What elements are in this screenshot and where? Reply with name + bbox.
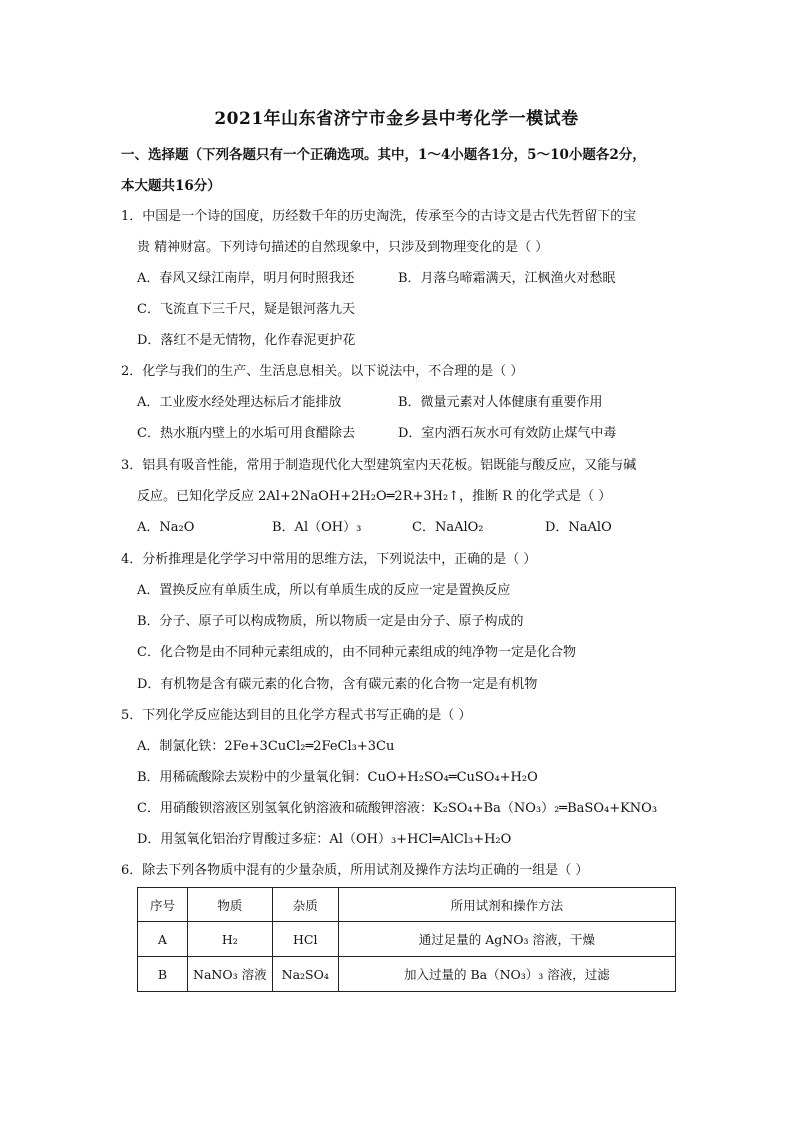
table-header-row xyxy=(138,888,676,922)
table-row xyxy=(138,957,676,992)
table-cell: H₂ xyxy=(187,922,272,957)
question-2-option-b: B．微量元素对人体健康有重要作用 xyxy=(398,395,603,410)
table-row xyxy=(138,922,676,957)
page-title: 2021年山东省济宁市金乡县中考化学一模试卷 xyxy=(214,109,579,129)
table-cell: B xyxy=(138,957,188,992)
table-cell: 通过足量的 AgNO₃ 溶液，干燥 xyxy=(338,922,675,957)
table-cell: 加入过量的 Ba（NO₃）₃ 溶液，过滤 xyxy=(338,957,675,992)
question-1-stem-cont: 贵 精神财富。下列诗句描述的自然现象中，只涉及到物理变化的是（ ） xyxy=(137,240,549,255)
table-header-cell: 杂质 xyxy=(272,888,338,922)
question-4-option-c: C．化合物是由不同种元素组成的，由不同种元素组成的纯净物一定是化合物 xyxy=(137,645,576,660)
table-cell: HCl xyxy=(272,922,338,957)
question-5-option-c: C．用硝酸钡溶液区别氢氧化钠溶液和硫酸钾溶液：K₂SO₄+Ba（NO₃）₂═BaSO₄+KNO₃ xyxy=(137,801,658,816)
question-4-stem: 4．分析推理是化学学习中常用的思维方法，下列说法中，正确的是（ ） xyxy=(121,552,537,567)
question-1-stem: 1．中国是一个诗的国度，历经数千年的历史淘洗，传承至今的古诗文是古代先哲留下的宝 xyxy=(121,209,637,224)
question-5-option-d: D．用氢氧化铝治疗胃酸过多症：Al（OH）₃+HCl═AlCl₃+H₂O xyxy=(137,832,512,847)
question-4-option-d: D．有机物是含有碳元素的化合物，含有碳元素的化合物一定是有机物 xyxy=(137,677,538,692)
table-header-cell: 序号 xyxy=(138,888,188,922)
question-1-option-d: D．落红不是无情物，化作春泥更护花 xyxy=(137,333,356,348)
question-2-option-c: C．热水瓶内壁上的水垢可用食醋除去 xyxy=(137,426,355,441)
question-5-stem: 5．下列化学反应能达到目的且化学方程式书写正确的是（ ） xyxy=(121,708,472,723)
question-2-option-d: D．室内洒石灰水可有效防止煤气中毒 xyxy=(398,426,617,441)
section-heading: 一、选择题（下列各题只有一个正确选项。其中，1～4小题各1分，5～10小题各2分， xyxy=(121,147,646,163)
table-header-cell: 所用试剂和操作方法 xyxy=(338,888,675,922)
question-2-option-a: A．工业废水经处理达标后才能排放 xyxy=(137,395,342,410)
table-cell: A xyxy=(138,922,188,957)
question-3-stem-cont: 反应。已知化学反应 2Al+2NaOH+2H₂O═2R+3H₂↑，推断 R 的化学式是（ ） xyxy=(137,489,612,504)
question-4-option-b: B．分子、原子可以构成物质，所以物质一定是由分子、原子构成的 xyxy=(137,614,524,629)
table-header-cell: 物质 xyxy=(187,888,272,922)
question-3-option-c: C．NaAlO₂ xyxy=(412,520,484,535)
question-4-option-a: A．置换反应有单质生成，所以有单质生成的反应一定是置换反应 xyxy=(137,583,511,598)
section-heading-cont: 本大题共16分） xyxy=(121,178,221,194)
question-5-option-b: B．用稀硫酸除去炭粉中的少量氧化铜：CuO+H₂SO₄═CuSO₄+H₂O xyxy=(137,770,538,785)
table-cell: Na₂SO₄ xyxy=(272,957,338,992)
question-1-option-a: A．春风又绿江南岸，明月何时照我还 xyxy=(137,271,355,286)
question-6-stem: 6．除去下列各物质中混有的少量杂质，所用试剂及操作方法均正确的一组是（ ） xyxy=(121,863,589,878)
question-5-option-a: A．制氯化铁：2Fe+3CuCl₂═2FeCl₃+3Cu xyxy=(137,739,395,754)
question-3-option-a: A．Na₂O xyxy=(137,520,195,535)
question-1-option-b: B．月落乌啼霜满天，江枫渔火对愁眠 xyxy=(398,271,616,286)
question-3-option-b: B．Al（OH）₃ xyxy=(272,520,362,535)
question-3-option-d: D．NaAlO xyxy=(545,520,612,535)
question-6-table xyxy=(137,887,676,992)
question-2-stem: 2．化学与我们的生产、生活息息相关。以下说法中，不合理的是（ ） xyxy=(121,364,524,379)
question-1-option-c: C．飞流直下三千尺，疑是银河落九天 xyxy=(137,302,355,317)
question-3-stem: 3．铝具有吸音性能，常用于制造现代化大型建筑室内天花板。铝既能与酸反应，又能与碱 xyxy=(121,458,637,473)
table-cell: NaNO₃ 溶液 xyxy=(187,957,272,992)
